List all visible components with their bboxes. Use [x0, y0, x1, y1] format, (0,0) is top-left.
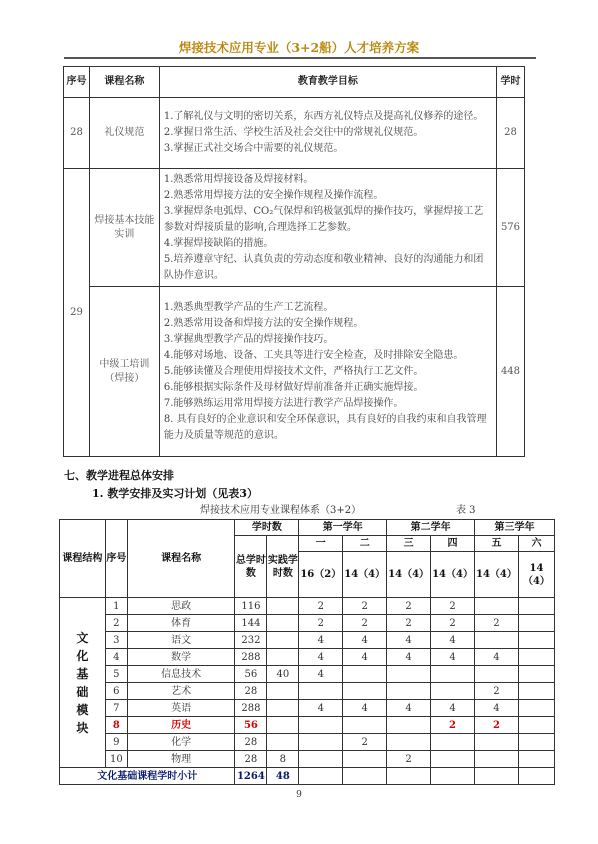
row-semester-hours — [518, 632, 554, 649]
row-seq: 9 — [105, 734, 127, 751]
col-header-semester: 五 — [475, 536, 519, 552]
row-practice-hours: 40 — [267, 666, 299, 683]
row-course-name: 物理 — [127, 751, 235, 768]
goal-item: 1.了解礼仪与文明的密切关系，东西方礼仪特点及提高礼仪修养的途径。 — [163, 111, 484, 122]
row-semester-hours — [299, 751, 343, 768]
row-semester-hours — [475, 632, 519, 649]
row-total-hours: 56 — [235, 666, 267, 683]
col-header-hours: 学时数 — [235, 520, 299, 536]
table-row — [60, 632, 555, 649]
row-course-name: 中级工培训（焊接） — [89, 287, 159, 457]
row-total-hours: 288 — [235, 649, 267, 666]
row-seq: 6 — [105, 683, 127, 700]
row-semester-hours — [431, 734, 475, 751]
row-semester-hours: 4 — [387, 649, 431, 666]
curriculum-table — [59, 519, 555, 785]
row-semester-hours: 4 — [299, 649, 343, 666]
row-hours: 576 — [496, 169, 524, 287]
row-semester-hours — [387, 666, 431, 683]
table-row — [60, 615, 555, 632]
row-practice-hours — [267, 649, 299, 666]
row-practice-hours — [267, 615, 299, 632]
row-semester-hours: 2 — [475, 683, 519, 700]
col-header-year-3: 第三学年 — [475, 520, 555, 536]
row-practice-hours — [267, 598, 299, 615]
row-semester-hours — [299, 717, 343, 734]
row-semester-hours: 4 — [343, 649, 387, 666]
col-header-hours: 学时 — [496, 67, 524, 98]
col-header-course-name: 课程名称 — [127, 520, 235, 598]
row-semester-hours: 2 — [343, 734, 387, 751]
subtotal-practice-hours: 48 — [267, 768, 299, 785]
row-semester-hours — [518, 683, 554, 700]
goal-item: 4.掌握焊接缺陷的措施。 — [163, 237, 274, 249]
row-seq: 28 — [64, 98, 90, 169]
row-semester-hours — [343, 751, 387, 768]
row-course-name: 化学 — [127, 734, 235, 751]
row-semester-hours: 2 — [431, 717, 475, 734]
page-number: 9 — [296, 790, 302, 800]
goal-item: 3.掌握典型教学产品的焊接操作技巧。 — [163, 333, 334, 345]
subtotal-total-hours: 1264 — [235, 768, 267, 785]
col-header-year-1: 第一学年 — [299, 520, 387, 536]
row-semester-hours: 4 — [475, 700, 519, 717]
col-header-semester: 二 — [343, 536, 387, 552]
row-hours: 448 — [496, 287, 524, 457]
table-row — [60, 683, 555, 700]
row-total-hours: 232 — [235, 632, 267, 649]
col-header-weeks: 16（2） — [299, 552, 343, 598]
row-course-name: 信息技术 — [127, 666, 235, 683]
row-practice-hours — [267, 734, 299, 751]
row-semester-hours — [518, 598, 554, 615]
col-header-goals: 教育教学目标 — [159, 67, 496, 98]
subtotal-empty-cell — [518, 768, 554, 785]
row-semester-hours: 2 — [431, 615, 475, 632]
row-semester-hours: 4 — [299, 666, 343, 683]
row-semester-hours — [343, 666, 387, 683]
row-semester-hours: 2 — [475, 717, 519, 734]
row-semester-hours: 4 — [431, 700, 475, 717]
subtotal-empty-cell — [343, 768, 387, 785]
row-seq: 8 — [105, 717, 127, 734]
col-header-total-hours: 总学时数 — [235, 536, 267, 598]
row-semester-hours: 4 — [387, 632, 431, 649]
row-semester-hours: 2 — [387, 598, 431, 615]
row-practice-hours — [267, 632, 299, 649]
col-header-weeks: 14（4） — [343, 552, 387, 598]
col-header-year-2: 第二学年 — [387, 520, 475, 536]
row-course-name: 礼仪规范 — [89, 98, 159, 169]
col-header-semester: 一 — [299, 536, 343, 552]
goal-item: 1.熟悉常用焊接设备及焊接材料。 — [163, 173, 314, 185]
goal-item: 2.掌握日常生活、学校生活及社会交往中的常规礼仪规范。 — [163, 127, 424, 138]
row-semester-hours: 4 — [431, 632, 475, 649]
col-header-weeks: 14（4） — [431, 552, 475, 598]
row-seq: 10 — [105, 751, 127, 768]
row-semester-hours: 4 — [299, 700, 343, 717]
table-row — [60, 700, 555, 717]
course-group-text: 文化基础模块 — [76, 630, 89, 735]
row-semester-hours — [343, 683, 387, 700]
subtotal-row — [60, 768, 555, 785]
col-header-weeks: 14（4） — [475, 552, 519, 598]
row-semester-hours — [475, 598, 519, 615]
col-header-seq: 序号 — [105, 520, 127, 598]
row-semester-hours: 4 — [387, 700, 431, 717]
col-header-weeks: 14（4） — [518, 552, 554, 598]
row-goals — [159, 287, 496, 457]
row-course-name: 体育 — [127, 615, 235, 632]
course-goals-table — [63, 66, 525, 457]
row-semester-hours: 4 — [299, 632, 343, 649]
row-semester-hours — [431, 666, 475, 683]
goal-item: 6.能够根据实际条件及母材做好焊前准备并正确实施焊接。 — [163, 381, 424, 393]
row-course-name: 思政 — [127, 598, 235, 615]
table-row — [60, 666, 555, 683]
row-semester-hours — [387, 717, 431, 734]
row-semester-hours — [299, 683, 343, 700]
course-group-label — [60, 598, 106, 768]
subtotal-empty-cell — [387, 768, 431, 785]
table-row — [60, 734, 555, 751]
row-seq: 1 — [105, 598, 127, 615]
row-practice-hours — [267, 717, 299, 734]
row-seq: 5 — [105, 666, 127, 683]
row-course-name: 历史 — [127, 717, 235, 734]
goal-item: 2.熟悉常用焊接方法的安全操作规程及操作流程。 — [163, 189, 384, 201]
table-row — [64, 98, 525, 169]
row-total-hours: 28 — [235, 734, 267, 751]
row-course-name: 艺术 — [127, 683, 235, 700]
table-row — [60, 751, 555, 768]
row-total-hours: 56 — [235, 717, 267, 734]
row-semester-hours: 4 — [343, 700, 387, 717]
row-semester-hours — [387, 734, 431, 751]
col-header-structure: 课程结构 — [60, 520, 106, 598]
row-total-hours: 288 — [235, 700, 267, 717]
row-semester-hours — [518, 734, 554, 751]
row-semester-hours — [475, 751, 519, 768]
row-seq: 2 — [105, 615, 127, 632]
row-semester-hours: 2 — [299, 615, 343, 632]
table-caption: 焊接技术应用专业课程体系（3+2） — [200, 505, 362, 516]
row-seq: 3 — [105, 632, 127, 649]
table-row — [64, 169, 525, 287]
row-semester-hours: 2 — [343, 598, 387, 615]
row-semester-hours: 2 — [431, 598, 475, 615]
row-semester-hours: 4 — [343, 632, 387, 649]
row-course-name: 语文 — [127, 632, 235, 649]
col-header-semester: 三 — [387, 536, 431, 552]
table-row — [64, 287, 525, 457]
table-row — [60, 717, 555, 734]
col-header-semester: 六 — [518, 536, 554, 552]
row-semester-hours — [518, 649, 554, 666]
col-header-practice-hours: 实践学时数 — [267, 536, 299, 598]
row-semester-hours — [518, 751, 554, 768]
row-total-hours: 116 — [235, 598, 267, 615]
row-course-name: 焊接基本技能实训 — [89, 169, 159, 287]
row-semester-hours — [475, 734, 519, 751]
row-goals — [159, 169, 496, 287]
goal-item: 5.培养遵章守纪、认真负责的劳动态度和敬业精神、良好的沟通能力和团队协作意识。 — [163, 253, 484, 281]
col-header-seq: 序号 — [64, 67, 90, 98]
row-practice-hours — [267, 700, 299, 717]
row-semester-hours: 2 — [475, 615, 519, 632]
subsection-heading: 1. 教学安排及实习计划（见表3） — [92, 487, 258, 500]
document-header-title: 焊接技术应用专业（3+2船）人才培养方案 — [178, 40, 420, 55]
row-semester-hours — [518, 666, 554, 683]
goal-item: 1.熟悉典型教学产品的生产工艺流程。 — [163, 301, 334, 313]
row-semester-hours: 2 — [343, 615, 387, 632]
subtotal-empty-cell — [299, 768, 343, 785]
col-header-semester: 四 — [431, 536, 475, 552]
goal-item: 3.掌握焊条电弧焊、CO₂气保焊和钨极氩弧焊的操作技巧，掌握焊接工艺参数对焊接质量的影响,合理选择工艺参数。 — [163, 205, 484, 233]
row-goals — [159, 98, 496, 169]
row-semester-hours: 2 — [387, 615, 431, 632]
row-semester-hours: 2 — [387, 751, 431, 768]
row-hours: 28 — [496, 98, 524, 169]
subtotal-label: 文化基础课程学时小计 — [60, 768, 235, 785]
goal-item: 5.能够读懂及合理使用焊接技术文件，严格执行工艺文件。 — [163, 365, 424, 377]
table-row — [60, 649, 555, 666]
row-seq: 29 — [64, 169, 90, 457]
header-rule — [64, 57, 536, 59]
row-semester-hours: 4 — [431, 649, 475, 666]
row-seq: 4 — [105, 649, 127, 666]
goal-item: 8. 具有良好的企业意识和安全环保意识，具有良好的自我约束和自我管理能力及质量等规范的意识。 — [163, 413, 487, 441]
table-row — [60, 598, 555, 615]
row-total-hours: 28 — [235, 751, 267, 768]
row-seq: 7 — [105, 700, 127, 717]
goal-item: 7.能够熟练运用常用焊接方法进行教学产品焊接操作。 — [163, 397, 404, 409]
subtotal-empty-cell — [475, 768, 519, 785]
row-course-name: 英语 — [127, 700, 235, 717]
row-semester-hours — [518, 615, 554, 632]
row-semester-hours — [475, 666, 519, 683]
row-semester-hours — [299, 734, 343, 751]
row-semester-hours — [343, 717, 387, 734]
row-semester-hours: 4 — [475, 649, 519, 666]
goal-item: 4.能够对场地、设备、工夹具等进行安全检查，及时排除安全隐患。 — [163, 349, 464, 361]
row-course-name: 数学 — [127, 649, 235, 666]
row-semester-hours — [518, 717, 554, 734]
row-semester-hours — [431, 751, 475, 768]
row-semester-hours — [431, 683, 475, 700]
row-semester-hours: 2 — [299, 598, 343, 615]
goal-item: 3.掌握正式社交场合中需要的礼仪规范。 — [163, 143, 344, 154]
row-practice-hours — [267, 683, 299, 700]
col-header-course-name: 课程名称 — [89, 67, 159, 98]
subtotal-empty-cell — [431, 768, 475, 785]
goal-item: 2.熟悉常用设备和焊接方法的安全操作规程。 — [163, 317, 364, 329]
row-practice-hours: 8 — [267, 751, 299, 768]
section-heading: 七、教学进程总体安排 — [64, 469, 174, 482]
row-semester-hours — [387, 683, 431, 700]
row-total-hours: 28 — [235, 683, 267, 700]
row-semester-hours — [518, 700, 554, 717]
col-header-weeks: 14（4） — [387, 552, 431, 598]
row-total-hours: 144 — [235, 615, 267, 632]
table-label: 表 3 — [456, 505, 476, 516]
